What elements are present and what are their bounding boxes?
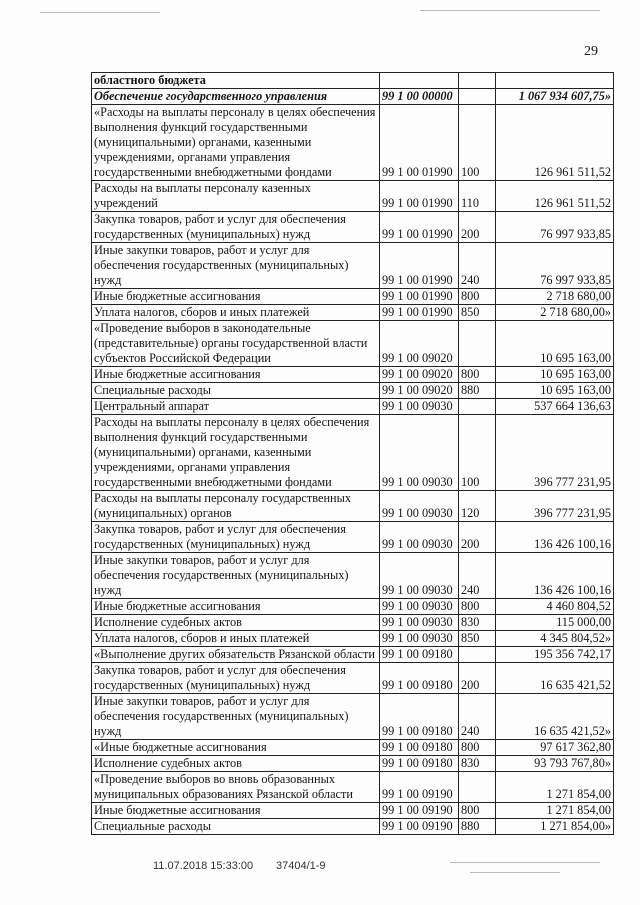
row-code: 99 1 00 09190	[380, 803, 459, 819]
row-code: 99 1 00 09030	[380, 553, 459, 599]
row-type: 110	[459, 181, 496, 212]
row-code: 99 1 00 09030	[380, 599, 459, 615]
row-type	[459, 89, 496, 105]
row-name: «Выполнение других обязательств Рязанской области	[92, 647, 380, 663]
row-code: 99 1 00 09030	[380, 631, 459, 647]
table-row	[92, 212, 614, 243]
table-row	[92, 756, 614, 772]
row-code: 99 1 00 01990	[380, 181, 459, 212]
row-code	[380, 73, 459, 89]
row-type: 830	[459, 756, 496, 772]
row-sum: 76 997 933,85	[496, 212, 614, 243]
row-name: Расходы на выплаты персоналу в целях обеспечения выполнения функций государственными (муниципальными) органами, казенными учреждениями, органами управления государственными внебюджетными фондами	[92, 415, 380, 491]
row-sum: 115 000,00	[496, 615, 614, 631]
table-row	[92, 740, 614, 756]
row-code: 99 1 00 09020	[380, 383, 459, 399]
row-type	[459, 772, 496, 803]
row-sum: 4 460 804,52	[496, 599, 614, 615]
row-name: Специальные расходы	[92, 819, 380, 835]
row-sum: 10 695 163,00	[496, 321, 614, 367]
table-row	[92, 383, 614, 399]
row-type: 800	[459, 367, 496, 383]
budget-table	[91, 72, 614, 835]
row-code: 99 1 00 01990	[380, 289, 459, 305]
table-row	[92, 647, 614, 663]
row-name: Иные бюджетные ассигнования	[92, 367, 380, 383]
row-code: 99 1 00 01990	[380, 105, 459, 181]
budget-table-body	[92, 73, 614, 835]
row-code: 99 1 00 09190	[380, 772, 459, 803]
row-code: 99 1 00 01990	[380, 212, 459, 243]
row-sum: 195 356 742,17	[496, 647, 614, 663]
row-sum: 126 961 511,52	[496, 181, 614, 212]
row-name: Иные бюджетные ассигнования	[92, 599, 380, 615]
row-type: 240	[459, 243, 496, 289]
row-sum: 1 067 934 607,75»	[496, 89, 614, 105]
table-row	[92, 803, 614, 819]
row-name: Расходы на выплаты персоналу государственных (муниципальных) органов	[92, 491, 380, 522]
row-name: Исполнение судебных актов	[92, 756, 380, 772]
row-sum: 1 271 854,00	[496, 803, 614, 819]
row-sum: 2 718 680,00	[496, 289, 614, 305]
row-name: Специальные расходы	[92, 383, 380, 399]
row-name: Иные закупки товаров, работ и услуг для обеспечения государственных (муниципальных) нужд	[92, 243, 380, 289]
row-sum: 97 617 362,80	[496, 740, 614, 756]
row-type: 830	[459, 615, 496, 631]
row-sum: 537 664 136,63	[496, 399, 614, 415]
table-row	[92, 181, 614, 212]
table-row	[92, 321, 614, 367]
row-sum: 1 271 854,00»	[496, 819, 614, 835]
row-type	[459, 647, 496, 663]
row-name: Расходы на выплаты персоналу казенных учреждений	[92, 181, 380, 212]
row-code: 99 1 00 09180	[380, 663, 459, 694]
row-type: 800	[459, 289, 496, 305]
row-name: Центральный аппарат	[92, 399, 380, 415]
row-type: 200	[459, 212, 496, 243]
footer-timestamp: 11.07.2018 15:33:00	[153, 860, 254, 872]
table-row	[92, 553, 614, 599]
row-name: «Иные бюджетные ассигнования	[92, 740, 380, 756]
row-sum: 396 777 231,95	[496, 415, 614, 491]
table-row	[92, 73, 614, 89]
row-type: 240	[459, 694, 496, 740]
row-type: 100	[459, 415, 496, 491]
table-row	[92, 367, 614, 383]
row-code: 99 1 00 09180	[380, 694, 459, 740]
table-row	[92, 491, 614, 522]
table-row	[92, 772, 614, 803]
row-name: Закупка товаров, работ и услуг для обеспечения государственных (муниципальных) нужд	[92, 212, 380, 243]
row-code: 99 1 00 01990	[380, 305, 459, 321]
row-code: 99 1 00 09180	[380, 647, 459, 663]
table-row	[92, 105, 614, 181]
table-row	[92, 89, 614, 105]
footer-doc-code: 37404/1-9	[276, 860, 326, 872]
table-row	[92, 522, 614, 553]
row-name: «Расходы на выплаты персоналу в целях обеспечения выполнения функций государственными (муниципальными) органами, казенными учреждениями, органами управления государственными внебюджетными фондами	[92, 105, 380, 181]
row-name: «Проведение выборов во вновь образованных муниципальных образованиях Рязанской области	[92, 772, 380, 803]
row-sum: 10 695 163,00	[496, 367, 614, 383]
row-sum: 396 777 231,95	[496, 491, 614, 522]
row-sum: 136 426 100,16	[496, 553, 614, 599]
row-type: 120	[459, 491, 496, 522]
row-sum: 2 718 680,00»	[496, 305, 614, 321]
row-type: 200	[459, 522, 496, 553]
page-number: 29	[584, 44, 598, 59]
row-type: 850	[459, 305, 496, 321]
row-code: 99 1 00 00000	[380, 89, 459, 105]
row-code: 99 1 00 09020	[380, 321, 459, 367]
row-type	[459, 73, 496, 89]
scan-mark	[470, 872, 560, 873]
row-code: 99 1 00 01990	[380, 243, 459, 289]
table-row	[92, 399, 614, 415]
row-type: 200	[459, 663, 496, 694]
row-code: 99 1 00 09190	[380, 819, 459, 835]
row-code: 99 1 00 09180	[380, 756, 459, 772]
scan-mark	[450, 862, 600, 863]
row-code: 99 1 00 09020	[380, 367, 459, 383]
row-name: Иные бюджетные ассигнования	[92, 289, 380, 305]
row-type: 800	[459, 599, 496, 615]
row-type: 800	[459, 803, 496, 819]
row-name: Иные закупки товаров, работ и услуг для обеспечения государственных (муниципальных) нужд	[92, 694, 380, 740]
row-code: 99 1 00 09030	[380, 399, 459, 415]
scan-mark	[420, 10, 600, 11]
row-code: 99 1 00 09030	[380, 491, 459, 522]
row-type: 880	[459, 383, 496, 399]
row-name: Обеспечение государственного управления	[92, 89, 380, 105]
table-row	[92, 615, 614, 631]
table-row	[92, 663, 614, 694]
row-sum: 136 426 100,16	[496, 522, 614, 553]
row-type	[459, 321, 496, 367]
row-name: Иные бюджетные ассигнования	[92, 803, 380, 819]
row-type: 880	[459, 819, 496, 835]
row-name: Уплата налогов, сборов и иных платежей	[92, 631, 380, 647]
table-row	[92, 415, 614, 491]
row-code: 99 1 00 09030	[380, 415, 459, 491]
row-type: 800	[459, 740, 496, 756]
row-type: 850	[459, 631, 496, 647]
table-row	[92, 819, 614, 835]
table-row	[92, 243, 614, 289]
row-name: Иные закупки товаров, работ и услуг для обеспечения государственных (муниципальных) нужд	[92, 553, 380, 599]
row-sum: 10 695 163,00	[496, 383, 614, 399]
row-name: областного бюджета	[92, 73, 380, 89]
row-sum: 4 345 804,52»	[496, 631, 614, 647]
row-sum: 16 635 421,52»	[496, 694, 614, 740]
row-sum: 126 961 511,52	[496, 105, 614, 181]
row-sum	[496, 73, 614, 89]
row-name: Уплата налогов, сборов и иных платежей	[92, 305, 380, 321]
table-row	[92, 694, 614, 740]
row-sum: 16 635 421,52	[496, 663, 614, 694]
row-sum: 1 271 854,00	[496, 772, 614, 803]
table-row	[92, 631, 614, 647]
row-code: 99 1 00 09030	[380, 522, 459, 553]
row-type: 240	[459, 553, 496, 599]
row-name: Закупка товаров, работ и услуг для обеспечения государственных (муниципальных) нужд	[92, 663, 380, 694]
row-name: «Проведение выборов в законодательные (представительные) органы государственной власти субъектов Российской Федерации	[92, 321, 380, 367]
row-sum: 93 793 767,80»	[496, 756, 614, 772]
row-type: 100	[459, 105, 496, 181]
row-name: Исполнение судебных актов	[92, 615, 380, 631]
row-name: Закупка товаров, работ и услуг для обеспечения государственных (муниципальных) нужд	[92, 522, 380, 553]
scan-mark	[40, 12, 160, 13]
table-row	[92, 599, 614, 615]
row-type	[459, 399, 496, 415]
table-row	[92, 305, 614, 321]
table-row	[92, 289, 614, 305]
row-code: 99 1 00 09030	[380, 615, 459, 631]
row-code: 99 1 00 09180	[380, 740, 459, 756]
row-sum: 76 997 933,85	[496, 243, 614, 289]
